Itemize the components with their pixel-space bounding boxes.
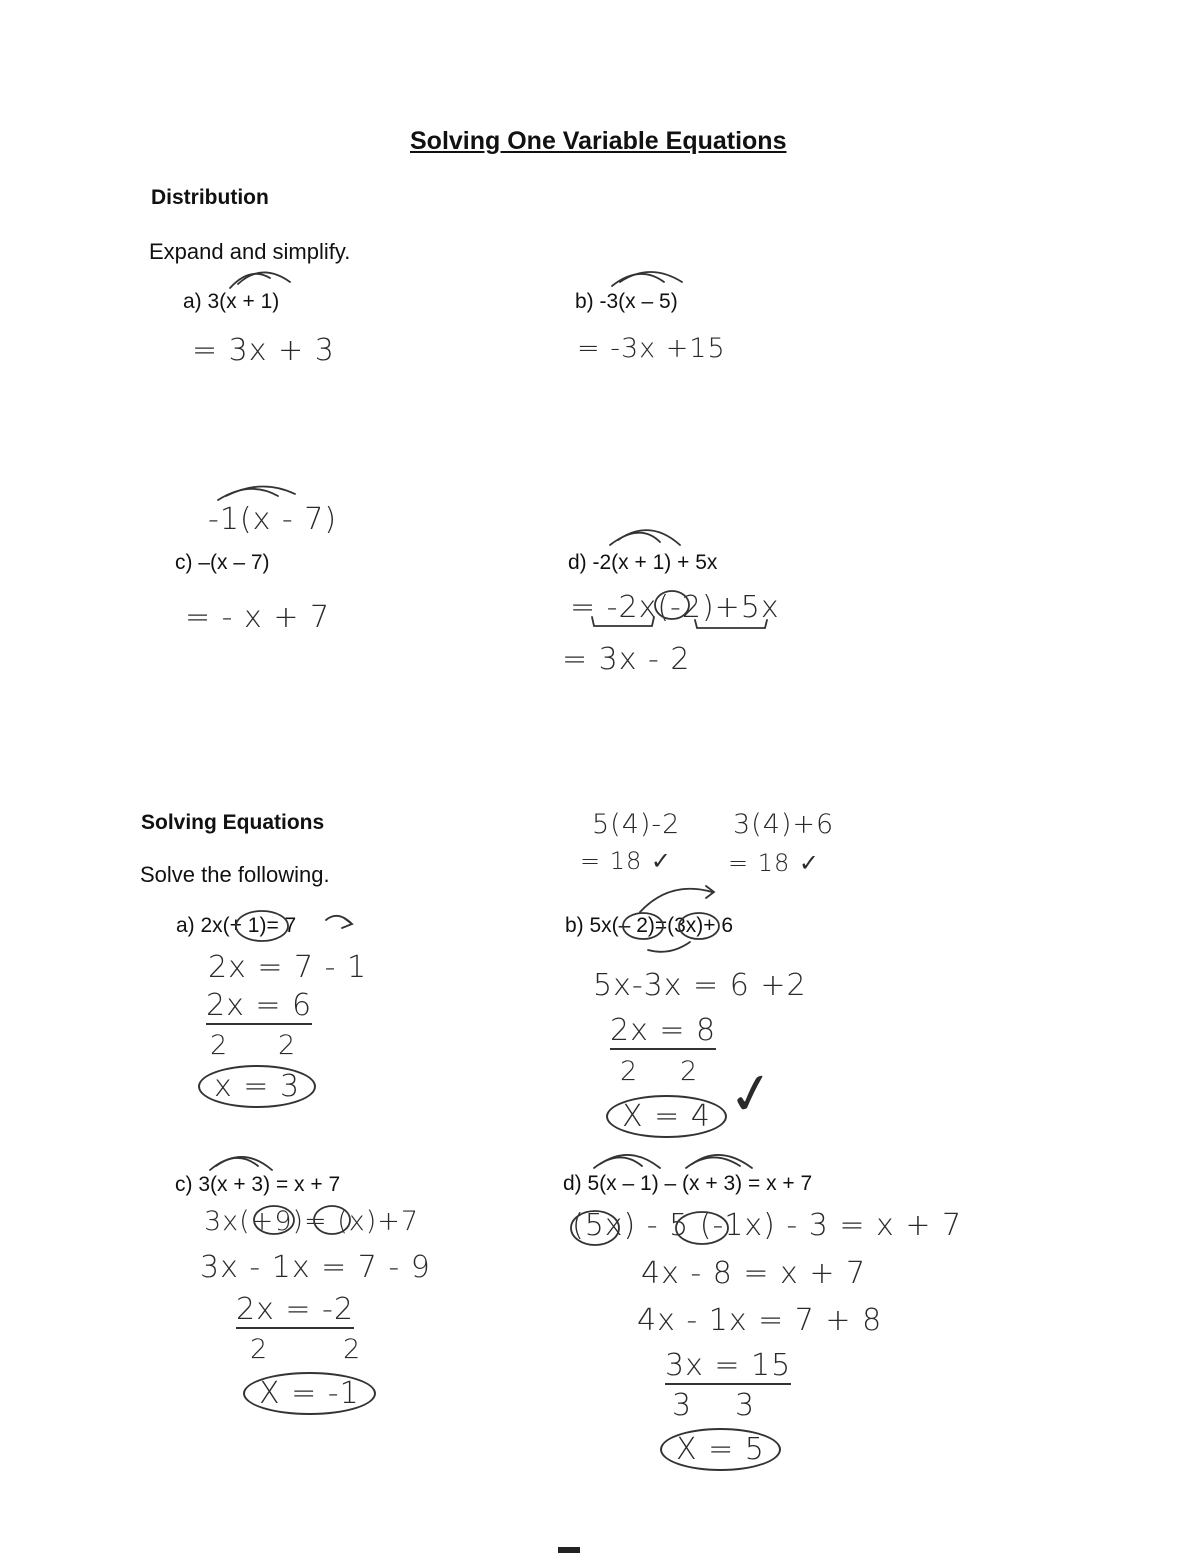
- arrow-solve-b-2: [648, 942, 690, 952]
- check-right-line2: = 18 ✓: [728, 849, 821, 877]
- distribution-heading: Distribution: [151, 186, 269, 209]
- arc-dist-b-2: [620, 272, 682, 282]
- solve-a-step2: 2x = 6: [206, 988, 313, 1023]
- solve-d-step1: (5x) - 5 (-1x) - 3 = x + 7: [572, 1208, 963, 1243]
- solving-heading: Solving Equations: [141, 811, 325, 834]
- solve-c-step2: 3x - 1x = 7 - 9: [200, 1250, 431, 1285]
- circle-solve-b-2: [679, 913, 719, 939]
- arc-dist-d-1: [610, 533, 660, 545]
- solve-c-step1: 3x(+9)= (x)+7: [204, 1206, 420, 1237]
- solving-instruction: Solve the following.: [140, 862, 330, 887]
- check-left-line2: = 18 ✓: [580, 847, 673, 875]
- dist-step-d: = -2x(-2)+5x: [570, 590, 780, 625]
- circle-solve-b-1: [623, 913, 663, 939]
- arc-dist-c-1: [218, 489, 278, 500]
- circle-solve-a: [236, 911, 288, 941]
- solve-b-divisor-right: 2: [680, 1056, 699, 1087]
- solve-d-step4: 3x = 15: [665, 1348, 792, 1383]
- solve-b-step1: 5x-3x = 6 +2: [593, 968, 807, 1003]
- arrow-solve-b-1: [640, 889, 712, 912]
- solve-c-answer: X = -1: [243, 1372, 376, 1415]
- bracket-dist-d-1: [592, 617, 654, 626]
- solve-problem-b: b) 5x(– 2)=(3x)+ 6: [565, 914, 734, 937]
- solve-b-step2: 2x = 8: [610, 1013, 717, 1048]
- solve-c-step3: 2x = -2: [236, 1292, 354, 1327]
- arc-solve-d-2: [600, 1155, 660, 1168]
- arc-dist-c-2: [226, 486, 295, 496]
- circle-solve-c-1: [254, 1206, 294, 1234]
- solve-b-tick: ✓: [722, 1058, 782, 1131]
- solve-a-step1: 2x = 7 - 1: [208, 950, 368, 985]
- circle-dist-d: [655, 591, 689, 619]
- dist-problem-b: b) -3(x – 5): [575, 290, 678, 313]
- dist-problem-c: c) –(x – 7): [175, 551, 270, 574]
- solve-b-divisor-left: 2: [620, 1056, 639, 1087]
- solve-d-answer: X = 5: [660, 1428, 781, 1471]
- solve-c-divisor-left: 2: [250, 1334, 269, 1365]
- solve-d-divisor-right: 3: [735, 1388, 756, 1423]
- dist-answer-d: = 3x - 2: [562, 642, 691, 677]
- dist-problem-a: a) 3(x + 1): [183, 290, 280, 313]
- solve-d-divisor-left: 3: [672, 1388, 693, 1423]
- dist-problem-d: d) -2(x + 1) + 5x: [568, 551, 718, 574]
- solve-problem-d: d) 5(x – 1) – (x + 3) = x + 7: [563, 1172, 813, 1195]
- dist-answer-c: = - x + 7: [185, 600, 331, 635]
- solve-problem-c: c) 3(x + 3) = x + 7: [175, 1173, 341, 1196]
- circle-solve-c-2: [314, 1206, 350, 1234]
- check-left-line1: 5(4)-2: [592, 809, 681, 840]
- solve-a-answer: x = 3: [198, 1065, 316, 1108]
- solve-d-step3: 4x - 1x = 7 + 8: [637, 1303, 883, 1338]
- arc-dist-a-2: [238, 272, 290, 284]
- arc-solve-c-1: [210, 1158, 258, 1170]
- distribution-instruction: Expand and simplify.: [149, 239, 351, 264]
- check-right-line1: 3(4)+6: [733, 809, 835, 840]
- circle-solve-d-2: [676, 1212, 728, 1244]
- arc-dist-b-1: [612, 274, 664, 286]
- solve-a-divisor-right: 2: [278, 1030, 297, 1061]
- arc-dist-d-2: [618, 530, 680, 545]
- solve-problem-a: a) 2x(+ 1)= 7: [176, 914, 297, 937]
- solve-c-divisor-right: 2: [343, 1334, 362, 1365]
- dist-answer-b: = -3x +15: [577, 333, 726, 364]
- solve-b-answer: X = 4: [606, 1095, 727, 1138]
- circle-solve-d-1: [571, 1211, 619, 1245]
- arrow-solve-a: [326, 916, 352, 924]
- solve-d-step2: 4x - 8 = x + 7: [641, 1256, 867, 1291]
- solve-a-divisor-left: 2: [210, 1030, 229, 1061]
- dist-answer-a: = 3x + 3: [192, 333, 335, 368]
- dist-rewrite-c: -1(x - 7): [208, 502, 338, 537]
- scan-mark: [558, 1547, 580, 1553]
- arc-solve-d-4: [692, 1155, 752, 1168]
- bracket-dist-d-2: [695, 620, 767, 628]
- page-title: Solving One Variable Equations: [410, 127, 787, 155]
- arrowhead-solve-a: [342, 918, 352, 928]
